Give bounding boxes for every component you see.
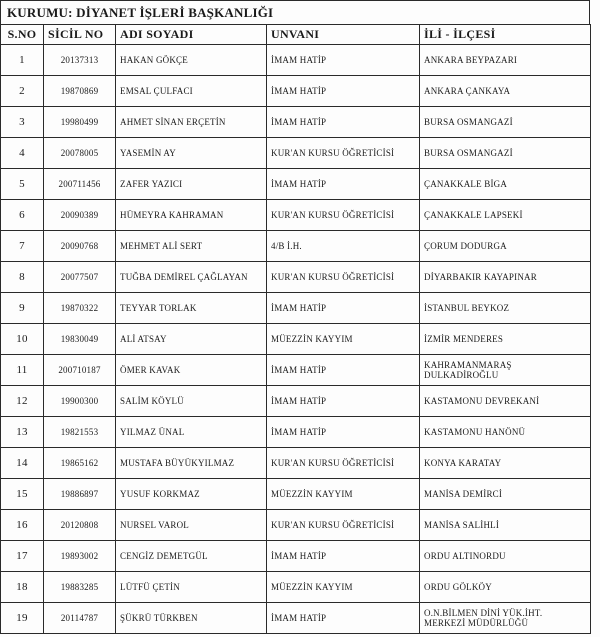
cell-location: BURSA OSMANGAZİ — [420, 138, 591, 169]
cell-name: AHMET SİNAN ERÇETİN — [116, 107, 267, 138]
cell-location: MANİSA DEMİRCİ — [420, 479, 591, 510]
cell-sno: 1 — [1, 45, 44, 76]
cell-title: 4/B İ.H. — [267, 231, 420, 262]
cell-name: TEYYAR TORLAK — [116, 293, 267, 324]
cell-name: ŞÜKRÜ TÜRKBEN — [116, 603, 267, 634]
table-row — [1, 541, 591, 572]
cell-title: KUR'AN KURSU ÖĞRETİCİSİ — [267, 510, 420, 541]
cell-location: ANKARA BEYPAZARI — [420, 45, 591, 76]
cell-location: İZMİR MENDERES — [420, 324, 591, 355]
cell-sicil-no: 19886897 — [44, 479, 116, 510]
cell-sno: 19 — [1, 603, 44, 634]
cell-location: KAHRAMANMARAŞ DULKADİROĞLU — [420, 355, 591, 386]
cell-sicil-no: 19980499 — [44, 107, 116, 138]
cell-location: ANKARA ÇANKAYA — [420, 76, 591, 107]
cell-title: KUR'AN KURSU ÖĞRETİCİSİ — [267, 262, 420, 293]
cell-sno: 18 — [1, 572, 44, 603]
cell-sno: 11 — [1, 355, 44, 386]
cell-name: EMSAL ÇULFACI — [116, 76, 267, 107]
cell-location: KASTAMONU HANÖNÜ — [420, 417, 591, 448]
cell-sicil-no: 20077507 — [44, 262, 116, 293]
cell-name: TUĞBA DEMİREL ÇAĞLAYAN — [116, 262, 267, 293]
table-row — [1, 510, 591, 541]
cell-location: KONYA KARATAY — [420, 448, 591, 479]
cell-title: İMAM HATİP — [267, 169, 420, 200]
cell-name: HÜMEYRA KAHRAMAN — [116, 200, 267, 231]
cell-sno: 2 — [1, 76, 44, 107]
cell-sicil-no: 200711456 — [44, 169, 116, 200]
cell-title: KUR'AN KURSU ÖĞRETİCİSİ — [267, 448, 420, 479]
table-row — [1, 231, 591, 262]
table-row — [1, 479, 591, 510]
header-name: ADI SOYADI — [116, 25, 267, 45]
cell-sicil-no: 200710187 — [44, 355, 116, 386]
cell-title: İMAM HATİP — [267, 386, 420, 417]
cell-sno: 6 — [1, 200, 44, 231]
cell-name: ZAFER YAZICI — [116, 169, 267, 200]
header-sno: S.NO — [1, 25, 44, 45]
cell-sicil-no: 20120808 — [44, 510, 116, 541]
table-row — [1, 293, 591, 324]
cell-sicil-no: 20090389 — [44, 200, 116, 231]
cell-name: SALİM KÖYLÜ — [116, 386, 267, 417]
cell-name: YILMAZ ÜNAL — [116, 417, 267, 448]
cell-location: ÇORUM DODURGA — [420, 231, 591, 262]
table-row — [1, 417, 591, 448]
cell-sicil-no: 19883285 — [44, 572, 116, 603]
cell-sicil-no: 20114787 — [44, 603, 116, 634]
cell-sicil-no: 20078005 — [44, 138, 116, 169]
cell-location: İSTANBUL BEYKOZ — [420, 293, 591, 324]
cell-location: MANİSA SALİHLİ — [420, 510, 591, 541]
header-sicil-no: SİCİL NO — [44, 25, 116, 45]
cell-sno: 17 — [1, 541, 44, 572]
cell-location: BURSA OSMANGAZİ — [420, 107, 591, 138]
cell-sno: 9 — [1, 293, 44, 324]
cell-sicil-no: 19865162 — [44, 448, 116, 479]
table-row — [1, 107, 591, 138]
table-row — [1, 138, 591, 169]
cell-name: LÜTFÜ ÇETİN — [116, 572, 267, 603]
cell-title: İMAM HATİP — [267, 417, 420, 448]
cell-location: KASTAMONU DEVREKANİ — [420, 386, 591, 417]
cell-sicil-no: 19830049 — [44, 324, 116, 355]
cell-title: KUR'AN KURSU ÖĞRETİCİSİ — [267, 200, 420, 231]
table-row — [1, 324, 591, 355]
cell-title: İMAM HATİP — [267, 541, 420, 572]
cell-title: İMAM HATİP — [267, 45, 420, 76]
cell-sicil-no: 19893002 — [44, 541, 116, 572]
cell-title: MÜEZZİN KAYYIM — [267, 479, 420, 510]
cell-sicil-no: 19900300 — [44, 386, 116, 417]
cell-location: ORDU GÖLKÖY — [420, 572, 591, 603]
cell-sno: 13 — [1, 417, 44, 448]
table-row — [1, 262, 591, 293]
table-row — [1, 572, 591, 603]
table-row — [1, 448, 591, 479]
cell-title: İMAM HATİP — [267, 76, 420, 107]
cell-name: NURSEL VAROL — [116, 510, 267, 541]
cell-title: İMAM HATİP — [267, 603, 420, 634]
header-title: UNVANI — [267, 25, 420, 45]
table-row — [1, 169, 591, 200]
cell-title: İMAM HATİP — [267, 355, 420, 386]
cell-name: ALİ ATSAY — [116, 324, 267, 355]
cell-sno: 4 — [1, 138, 44, 169]
cell-sicil-no: 19870869 — [44, 76, 116, 107]
cell-name: ÖMER KAVAK — [116, 355, 267, 386]
cell-sicil-no: 20137313 — [44, 45, 116, 76]
cell-sicil-no: 20090768 — [44, 231, 116, 262]
header-location: İLİ - İLÇESİ — [420, 25, 591, 45]
cell-title: MÜEZZİN KAYYIM — [267, 324, 420, 355]
table-row — [1, 355, 591, 386]
cell-sno: 7 — [1, 231, 44, 262]
cell-title: KUR'AN KURSU ÖĞRETİCİSİ — [267, 138, 420, 169]
cell-location: ÇANAKKALE BİGA — [420, 169, 591, 200]
cell-sno: 3 — [1, 107, 44, 138]
cell-name: CENGİZ DEMETGÜL — [116, 541, 267, 572]
cell-sno: 12 — [1, 386, 44, 417]
table-row — [1, 386, 591, 417]
table-row — [1, 76, 591, 107]
cell-sicil-no: 19821553 — [44, 417, 116, 448]
cell-name: YUSUF KORKMAZ — [116, 479, 267, 510]
cell-sno: 5 — [1, 169, 44, 200]
cell-name: HAKAN GÖKÇE — [116, 45, 267, 76]
cell-title: İMAM HATİP — [267, 107, 420, 138]
table-row — [1, 603, 591, 634]
cell-title: İMAM HATİP — [267, 293, 420, 324]
cell-sno: 15 — [1, 479, 44, 510]
cell-location: ORDU ALTINORDU — [420, 541, 591, 572]
table-row — [1, 200, 591, 231]
cell-location: DİYARBAKIR KAYAPINAR — [420, 262, 591, 293]
cell-name: YASEMİN AY — [116, 138, 267, 169]
table-header-row — [1, 25, 591, 45]
cell-sno: 8 — [1, 262, 44, 293]
cell-location: ÇANAKKALE LAPSEKİ — [420, 200, 591, 231]
cell-name: MEHMET ALİ SERT — [116, 231, 267, 262]
cell-name: MUSTAFA BÜYÜKYILMAZ — [116, 448, 267, 479]
personnel-table — [0, 24, 591, 634]
table-row — [1, 45, 591, 76]
cell-sno: 16 — [1, 510, 44, 541]
institution-title: KURUMU: DİYANET İŞLERİ BAŞKANLIĞI — [0, 0, 590, 24]
cell-location: O.N.BİLMEN DİNİ YÜK.İHT. MERKEZİ MÜDÜRLÜĞÜ — [420, 603, 591, 634]
cell-title: MÜEZZİN KAYYIM — [267, 572, 420, 603]
cell-sno: 10 — [1, 324, 44, 355]
cell-sicil-no: 19870322 — [44, 293, 116, 324]
cell-sno: 14 — [1, 448, 44, 479]
